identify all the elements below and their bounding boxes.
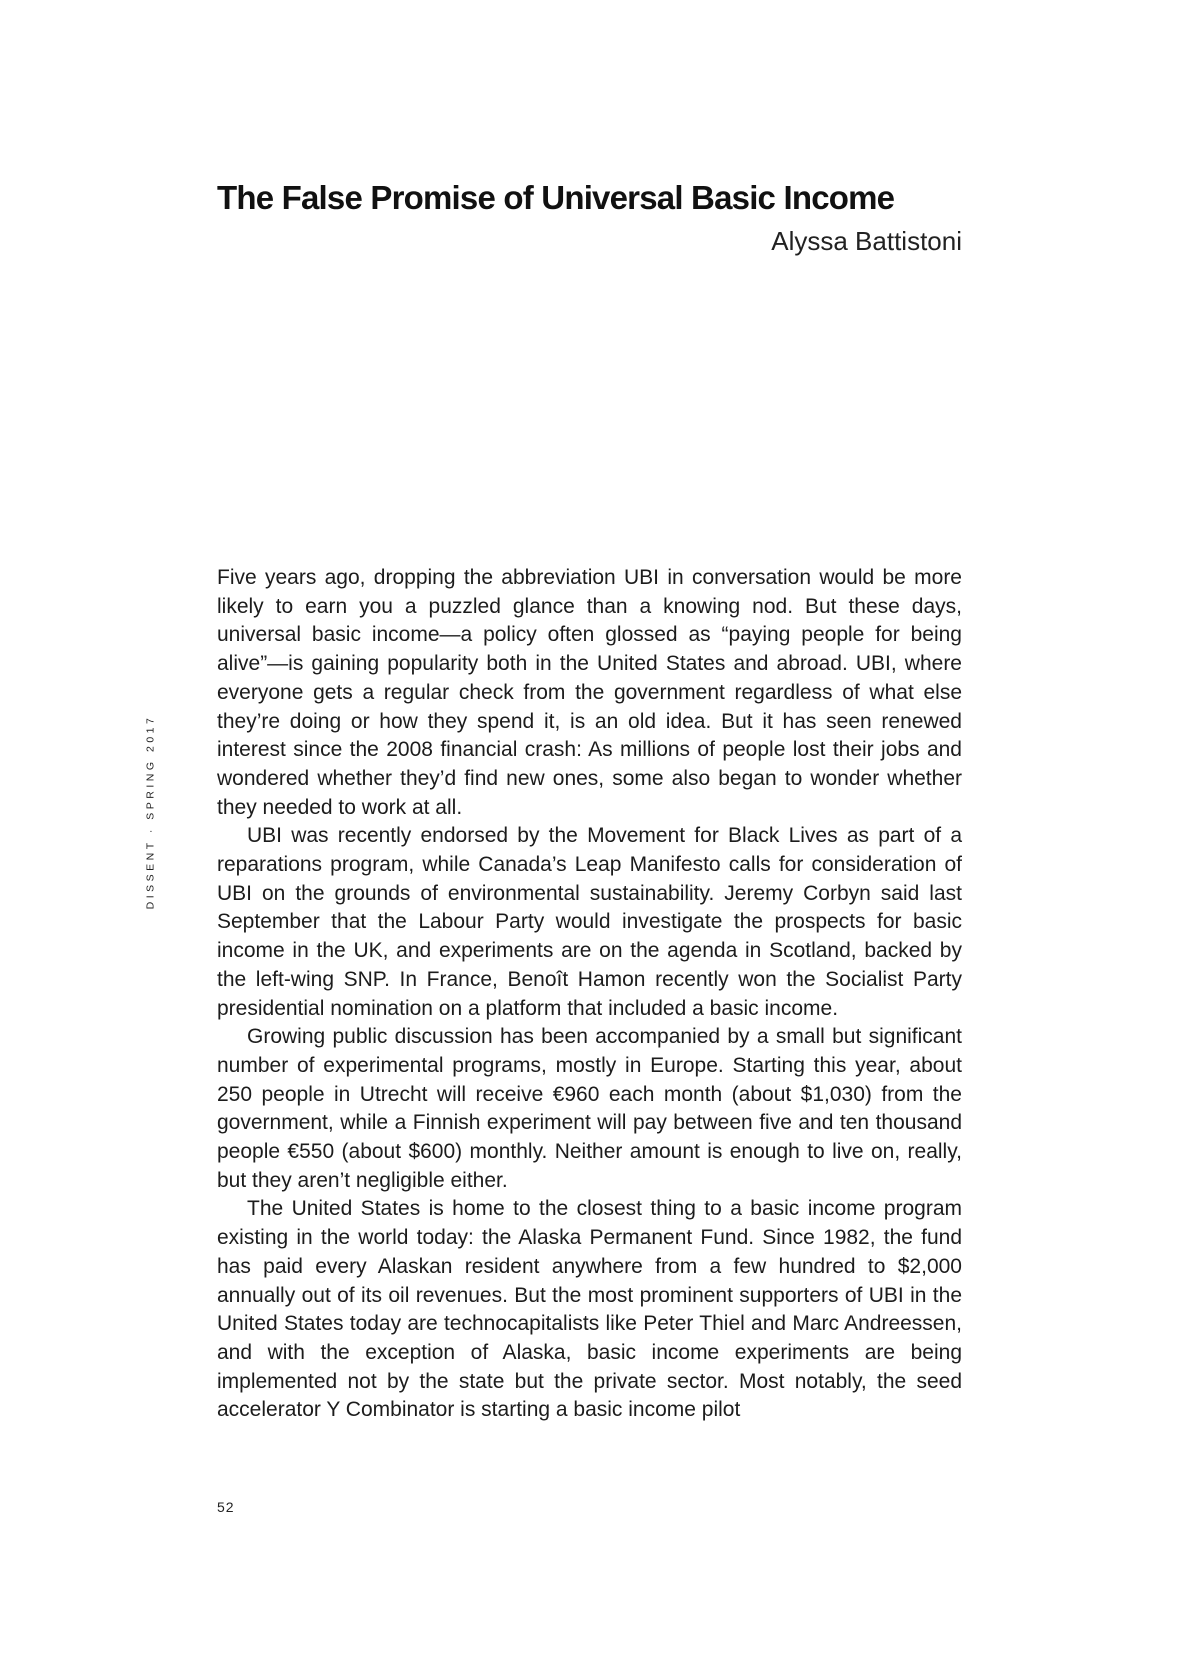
running-head (140, 712, 160, 912)
running-head-text: DISSENT · SPRING 2017 (144, 714, 156, 910)
body-paragraph: The United States is home to the closest thing to a basic income program existing in the world today: the Alaska Permanent Fund. Since 1982, the fund has paid every Alaskan resident anywhere from a few hundred to $2,000 annually out of its oil revenues. But the most prominent supporters of UBI in the United States today are technocapitalists like Peter Thiel and Marc Andreessen, and with the exception of Alaska, basic income experiments are being implemented not by the state but the private sector. Most notably, the seed accelerator Y Combinator is starting a basic income pilot (217, 1197, 962, 1422)
body-paragraph: Five years ago, dropping the abbreviation UBI in conversation would be more likely to earn you a puzzled glance than a knowing nod. But these days, universal basic income—a policy often glossed as “paying people for being alive”—is gaining popularity both in the United States and abroad. UBI, where everyone gets a regular check from the government regardless of what else they’re doing or how they spend it, is an old idea. But it has seen renewed interest since the 2008 financial crash: As millions of people lost their jobs and wondered whether they’d find new ones, some also began to wonder whether they needed to work at all. (217, 566, 962, 819)
page-number: 52 (217, 1499, 235, 1515)
article-body (217, 564, 962, 1425)
body-paragraph: UBI was recently endorsed by the Movement for Black Lives as part of a reparations program, while Canada’s Leap Manifesto calls for consideration of UBI on the grounds of environmental sustainability. Jeremy Corbyn said last September that the Labour Party would investigate the prospects for basic income in the UK, and experiments are on the agenda in Scotland, backed by the left-wing SNP. In France, Benoît Hamon recently won the Socialist Party presidential nomination on a platform that included a basic income. (217, 824, 962, 1020)
article-author: Alyssa Battistoni (771, 226, 962, 256)
article-title: The False Promise of Universal Basic Income (217, 179, 895, 216)
body-paragraph: Growing public discussion has been accompanied by a small but significant number of experimental programs, mostly in Europe. Starting this year, about 250 people in Utrecht will receive €960 each month (about $1,030) from the government, while a Finnish experiment will pay between five and ten thousand people €550 (about $600) monthly. Neither amount is enough to live on, really, but they aren’t negligible either. (217, 1025, 962, 1192)
